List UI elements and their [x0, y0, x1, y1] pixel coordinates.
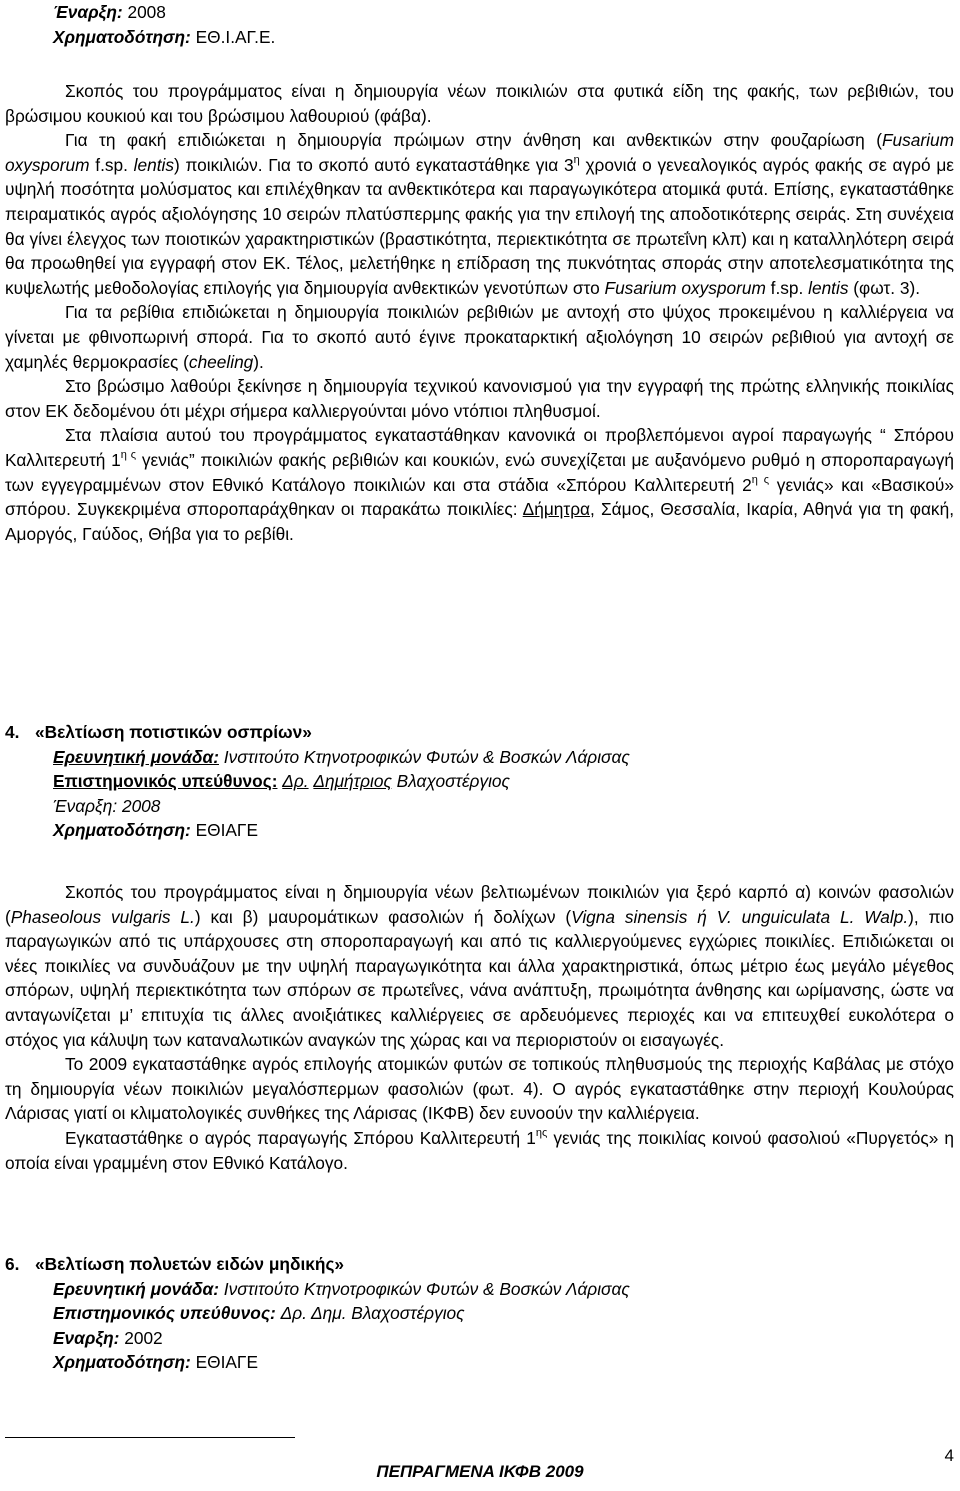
unit-line: Ερευνητική μονάδα: Ινστιτούτο Κτηνοτροφικών Φυτών & Βοσκών Λάρισας: [53, 1278, 630, 1299]
funding-value: ΕΘ.Ι.ΑΓ.Ε.: [195, 26, 276, 47]
lead-line: Επιστημονικός υπεύθυνος: Δρ. Δημ. Βλαχοστέργιος: [53, 1303, 465, 1324]
paragraph: Σκοπός του προγράμματος είναι η δημιουργία νέων βελτιωμένων ποικιλιών για ξερό καρπό α) κοινών φασολιών (Phaseolous vulgaris L.) και β) μαυρομάτικων φασολιών ή δολίχων (Vigna sinensis ή V. unguiculata L. Walp.), πιο παραγωγικών από τις υπάρχουσες στη σποροπαραγωγή και από τις καλλιεργούμενες εγχώριες ποικιλίες. Επιδιώκεται οι νέες ποικιλίες να συνδυάζουν με την υψηλή παραγωγικότητα και άλλα χαρακτηριστικά, όπως μέτριο έως μεγάλο μέγεθος σπόρων, υψηλή περιεκτικότητα των σπόρων σε πρωτεΐνες, νάνα ανάπτυξη, πρωιμότητα άνθησης και ωρίμανσης, ώστε να ανταγωνίζεται μ’ επιτυχία τις άλλες ανοιξιάτικες καλλιέργειες σε αρδευόμενες περιοχές και να επιτευχθεί ευκολότερα ο στόχος για κάλυψη των καταναλωτικών αναγκών της χώρας και να περιοριστούν οι εισαγωγές.: [5, 882, 954, 1050]
page-number: 4: [944, 1446, 954, 1465]
species-name: Phaseolous vulgaris L.: [10, 906, 195, 927]
unit-line: Ερευνητική μονάδα: Ινστιτούτο Κτηνοτροφικών Φυτών & Βοσκών Λάρισας: [53, 746, 630, 767]
body-section-beans: [5, 880, 954, 1175]
start-line: Έναρξη: 2008: [53, 795, 161, 816]
paragraph: Για τη φακή επιδιώκεται η δημιουργία πρώιμων στην άνθηση και ανθεκτικών στην φουζαρίωση (Fusarium oxysporum f.sp. lentis) ποικιλιών. Για το σκοπό αυτό εγκαταστάθηκε για $3^\eta$ χρονιά ο γενεαλογικός αγρός φακής σε αγρό με υψηλή ποσότητα μολύσματος και επιλέχθηκαν τα ανθεκτικότερα και παραγωγικότερα ατομικά φυτά. Επίσης, εγκαταστάθηκε πειραματικός αγρός αξιολόγησης 10 σειρών πλατύσπερμης φακής για την επιλογή της αποδοτικότερης σειράς. Στη συνέχεια θα γίνει έλεγχος των ποιοτικών χαρακτηριστικών (βραστικότητα, περιεκτικότητα σε πρωτεΐνη κλπ) και η καταλληλότερη σειρά θα προωθηθεί για εγγραφή στον ΕΚ. Τέλος, μελετήθηκε η επίδραση της πυκνότητας σποράς στην αποτελεσματικότητα της κυψελωτής μεθοδολογίας επιλογής για δημιουργία ανθεκτικών γενοτύπων στο Fusarium oxysporum f.sp. lentis (φωτ. 3).: [5, 130, 955, 298]
paragraph: Για τα ρεβίθια επιδιώκεται η δημιουργία ποικιλιών ρεβιθιών με αντοχή στο ψύχος προκειμένου η καλλιέργεια να γίνεται με φθινοπωρινή σπορά. Για το σκοπό αυτό έγινε προκαταρκτική αξιολόγηση 10 σειρών ρεβιθιού για αντοχή σε χαμηλές θερμοκρασίες (cheeling).: [5, 302, 954, 372]
funding-line: Χρηματοδότηση: ΕΘΙΑΓΕ: [53, 820, 258, 841]
start-value: 2008: [127, 2, 166, 22]
start-line: Εναρξη: 2002: [53, 1327, 163, 1348]
section-title: 4. «Βελτίωση ποτιστικών οσπρίων»: [5, 720, 954, 745]
paragraph: Σκοπός του προγράμματος είναι η δημιουργία νέων ποικιλιών στα φυτικά είδη της φακής, των ρεβιθιών, του βρώσιμου κουκιού και του βρώσιμου λαθουριού (φάβα).: [5, 81, 954, 126]
funding-line: [53, 25, 275, 50]
species-name: Fusarium oxysporum: [604, 277, 766, 298]
start-line: [53, 0, 275, 25]
lead-line: Επιστημονικός υπεύθυνος: Δρ. Δημήτριος Βλαχοστέργιος: [53, 771, 510, 792]
paragraph: Το 2009 εγκαταστάθηκε αγρός επιλογής ατομικών φυτών σε τοπικούς πληθυσμούς της περιοχής Καβάλας με στόχο τη δημιουργία νέων ποικιλιών μεγαλόσπερμων φασολιών (φωτ. 4). Ο αγρός εγκαταστάθηκε στην περιοχή Κουλούρας Λάρισας γιατί οι κλιματολογικές συνθήκες της Λάρισας (ΙΚΦΒ) δεν ευνοούν την καλλιέργεια.: [5, 1054, 954, 1124]
funding-label: Χρηματοδότηση:: [53, 26, 191, 47]
species-name: lentis: [133, 154, 175, 175]
section-title: 6. «Βελτίωση πολυετών ειδών μηδικής»: [5, 1252, 954, 1277]
footer-divider: [5, 1437, 295, 1438]
section-4-header: [5, 720, 954, 843]
funding-line: Χρηματοδότηση: ΕΘΙΑΓΕ: [53, 1352, 258, 1373]
species-name: Fusarium oxysporum: [5, 130, 954, 175]
paragraph: Εγκαταστάθηκε ο αγρός παραγωγής Σπόρου Καλλιτερευτή $1^{\eta\varsigma}$ γενιάς της ποικιλίας κοινού φασολιού «Πυργετός» η οποία είναι γραμμένη στον Εθνικό Κατάλογο.: [5, 1126, 954, 1173]
species-name: Vigna sinensis ή V. unguiculata L. Walp.: [571, 906, 909, 927]
start-label: Έναρξη:: [53, 2, 123, 22]
section-number: 6.: [5, 1254, 20, 1274]
variety-name: Δήμητρα: [522, 499, 591, 520]
paragraph: Στα πλαίσια αυτού του προγράμματος εγκαταστάθηκαν κανονικά οι προβλεπόμενοι αγροί παραγωγής “ Σπόρου Καλλιτερευτή $1^{\eta \varsigma}$ γενιάς” ποικιλιών φακής ρεβιθιών και κουκιών, ενώ συνεχίζεται με αυξανόμενο ρυθμό η σποροπαραγωγή των εγγεγραμμένων στον Εθνικό Κατάλογο ποικιλιών και στα στάδια «Σπόρου Καλλιτερευτή $2^{\eta \varsigma}$ γενιάς» και «Βασικού» σπόρου. Συγκεκριμένα σποροπαράχθηκαν οι παρακάτω ποικιλίες: Δήμητρα, Σάμος, Θεσσαλία, Ικαρία, Αθηνά για τη φακή, Αμοργός, Γαύδος, Θήβα για το ρεβίθι.: [5, 425, 955, 544]
project-meta-top: [0, 0, 275, 49]
section-number: 4.: [5, 722, 20, 742]
page-footer: ΠΕΠΡΑΓΜΕΝΑ ΙΚΦΒ 2009: [376, 1462, 584, 1481]
body-section-legumes: [5, 79, 954, 546]
paragraph: Στο βρώσιμο λαθούρι ξεκίνησε η δημιουργία τεχνικού κανονισμού για την εγγραφή της πρώτης ελληνικής ποικιλίας στον ΕΚ δεδομένου ότι μέχρι σήμερα καλλιεργούνται μόνο ντόπιοι πληθυσμοί.: [5, 376, 954, 421]
section-6-header: [5, 1252, 954, 1375]
species-name: lentis: [808, 277, 849, 298]
